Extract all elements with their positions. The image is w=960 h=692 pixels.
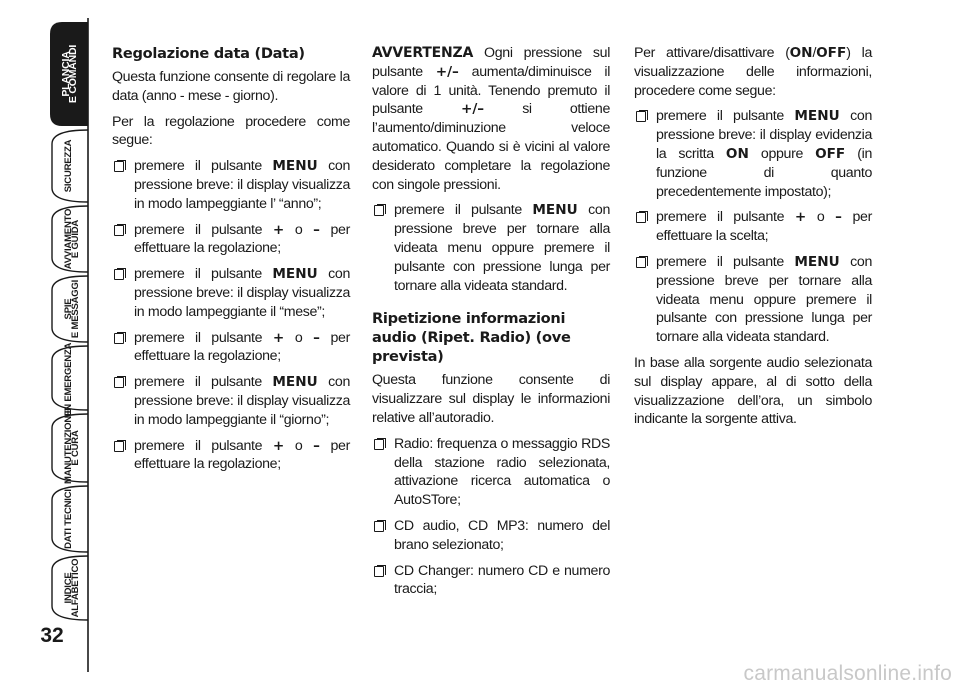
minus-key: – [313,221,320,238]
tab-manutenzione-e-cura[interactable]: MANUTENZIONE E CURA [63,409,81,484]
tab-dati-tecnici[interactable]: DATI TECNICI [63,489,74,549]
off-label: OFF [815,145,846,162]
menu-key: MENU [794,253,840,270]
menu-key: MENU [794,108,840,125]
list-item: premere il pulsante + o – per effettuare la regolazione; [112,437,350,475]
tab-spie-e-messaggi[interactable]: SPIE E MESSAGGI [63,279,81,339]
menu-key: MENU [272,374,318,391]
on-label: ON [725,145,749,162]
list-item: premere il pulsante MENU con pressione breve per tornare alla videata menu oppure premere il pulsante con pressione lunga per tornare alla videata standard. [634,253,872,347]
off-label: OFF [816,45,847,61]
column-1 [112,44,350,481]
heading-ripetizione-audio: Ripetizione informazioni audio (Ripet. Radio) (ove prevista) [372,310,571,366]
list-item: CD Changer: numero CD e numero traccia; [372,562,610,600]
menu-key: MENU [272,158,318,175]
steps-list [372,201,610,295]
list-item: premere il pulsante MENU con pressione breve: il display evidenzia la scritta ON oppure OFF (in funzione di quanto precedentemente impostato); [634,107,872,201]
paragraph: Per la regolazione procedere come segue: [112,113,350,149]
menu-key: MENU [272,266,318,283]
watermark: carmanualsonline.info [743,662,952,685]
paragraph: Per attivare/disattivare (ON/OFF) la visualizzazione delle informazioni, procedere come segue: [634,45,873,99]
tab-plancia-e-comandi[interactable]: PLANCIA E COMANDI [60,44,79,104]
list-item: premere il pulsante MENU con pressione breve: il display visualizza in modo lampeggiante il “giorno”; [112,373,350,429]
list-item: premere il pulsante + o – per effettuare la regolazione; [112,221,350,259]
tab-sicurezza[interactable]: SICUREZZA [63,139,74,193]
tab-in-emergenza[interactable]: IN EMERGENZA [63,342,74,414]
list-item: CD audio, CD MP3: numero del brano selezionato; [372,517,610,555]
tab-avviamento-e-guida[interactable]: AVVIAMENTO E GUIDA [63,208,81,270]
chapter-sidebar [0,0,100,692]
menu-key: MENU [532,202,578,219]
steps-list [112,157,350,474]
page-number: 32 [40,624,64,647]
list-item: Radio: frequenza o messaggio RDS della stazione radio selezionata, attivazione ricerca automatica o AutoSTore; [372,435,610,510]
minus-key: – [835,209,842,226]
on-label: ON [789,45,813,61]
plus-key: + [272,437,285,454]
list-item: premere il pulsante MENU con pressione breve: il display visualizza in modo lampeggiante l’ “anno”; [112,157,350,213]
list-item: premere il pulsante MENU con pressione breve: il display visualizza in modo lampeggiante il “mese”; [112,265,350,321]
paragraph: Questa funzione consente di visualizzare sul display le informazioni relative all’autoradio. [372,372,610,426]
heading-regolazione-data: Regolazione data (Data) [112,45,305,62]
chapter-tabs-outline [0,0,100,692]
warning-paragraph: AVVERTENZA Ogni pressione sul pulsante +/– aumenta/diminuisce il valore di 1 unità. Tenendo premuto il pulsante +/– si ottiene l’aumento/diminuzione veloce automatico. Quando si è vicini al valore desiderato completare la regolazione con singole pressioni. [372,45,610,193]
column-3 [634,44,872,436]
minus-key: – [313,437,320,454]
minus-key: – [313,329,320,346]
steps-list [634,107,872,347]
tab-indice-alfabetico[interactable]: INDICE ALFABETICO [63,558,81,618]
warning-label: AVVERTENZA [372,45,474,61]
list-item: premere il pulsante + o – per effettuare la regolazione; [112,329,350,367]
list-item: premere il pulsante + o – per effettuare la scelta; [634,208,872,246]
column-2 [372,44,610,606]
plus-key: + [794,209,807,226]
plus-key: + [272,329,285,346]
list-item: premere il pulsante MENU con pressione breve per tornare alla videata menu oppure premere il pulsante con pressione lunga per tornare alla videata standard. [372,201,610,295]
plus-minus-key: +/– [435,63,459,80]
info-list [372,435,610,599]
plus-key: + [272,221,285,238]
paragraph: In base alla sorgente audio selezionata sul display appare, al di sotto della visualizzazione dell’ora, un simbolo indicante la sorgente attiva. [634,354,872,428]
paragraph: Questa funzione consente di regolare la data (anno - mese - giorno). [112,69,350,104]
plus-minus-key: +/– [460,101,485,118]
